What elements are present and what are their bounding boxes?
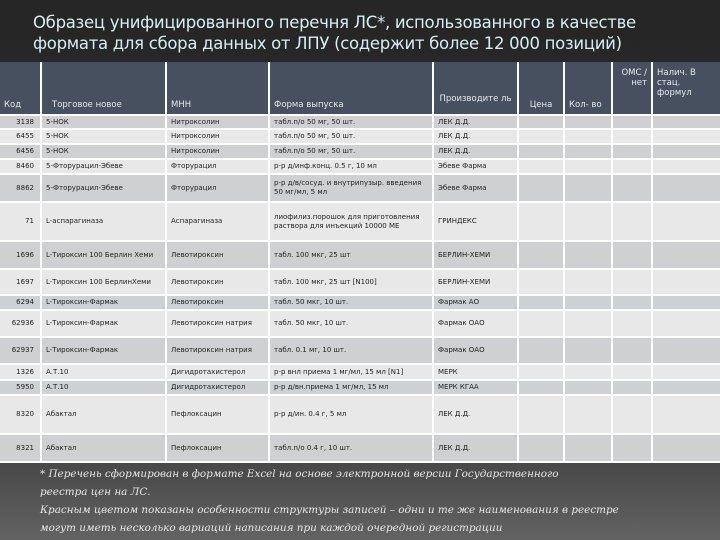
cell-code: 6456 [0, 144, 41, 159]
cell-form: р-р д/в/сосуд. и внутрипузыр. введения 50 мг/мл, 5 мл [269, 174, 433, 202]
cell-manufacturer: ЛЕК Д.Д. [433, 129, 518, 144]
cell-oms [612, 310, 652, 337]
cell-form: р-р д/ин. 0.4 г, 5 мл [269, 395, 433, 434]
cell-availability [652, 295, 720, 310]
cell-manufacturer: МЕРК КГАА [433, 380, 518, 395]
cell-trade-name: Абактал [41, 434, 166, 462]
cell-price [518, 337, 564, 364]
cell-inn: Пефлоксацин [166, 395, 269, 434]
table-row [0, 364, 720, 380]
cell-manufacturer: ЛЕК Д.Д. [433, 144, 518, 159]
cell-code: 1697 [0, 269, 41, 295]
cell-inn: Левотироксин [166, 269, 269, 295]
table-row [0, 380, 720, 395]
cell-form: р-р внл приема 1 мг/мл, 15 мл [N1] [269, 364, 433, 380]
cell-manufacturer: Эбеве Фарма [433, 174, 518, 202]
cell-inn: Левотироксин натрия [166, 337, 269, 364]
header-price: Цена [518, 62, 564, 115]
cell-manufacturer: Эбеве Фарма [433, 159, 518, 174]
cell-code: 62936 [0, 310, 41, 337]
cell-manufacturer: Фармак ОАО [433, 337, 518, 364]
cell-inn: Фторурацил [166, 159, 269, 174]
footnote-line-4: могут иметь несколько вариаций написания при каждой очередной регистрации [40, 522, 503, 534]
cell-trade-name: L-Тироксин 100 БерлинХеми [41, 269, 166, 295]
cell-oms [612, 295, 652, 310]
cell-qty [564, 434, 612, 462]
cell-inn: Левотироксин [166, 295, 269, 310]
table-row [0, 310, 720, 337]
cell-qty [564, 144, 612, 159]
cell-form: р-р д/инф.конц. 0.5 г, 10 мл [269, 159, 433, 174]
cell-inn: Фторурацил [166, 174, 269, 202]
cell-price [518, 364, 564, 380]
table-row [0, 295, 720, 310]
cell-price [518, 395, 564, 434]
footnote-line-2: реестра цен на ЛС. [40, 486, 151, 498]
header-code: Код [0, 62, 41, 115]
cell-availability [652, 337, 720, 364]
cell-code: 5950 [0, 380, 41, 395]
cell-price [518, 241, 564, 269]
cell-qty [564, 337, 612, 364]
cell-availability [652, 144, 720, 159]
cell-trade-name: 5-НОК [41, 144, 166, 159]
cell-trade-name: L-Тироксин-Фармак [41, 295, 166, 310]
title-line-1: Образец унифицированного перечня ЛС*, использованного в качестве [33, 13, 636, 32]
cell-oms [612, 159, 652, 174]
footnote-line-1: * Перечень сформирован в формате Excel на основе электронной версии Государственного [40, 468, 559, 480]
cell-inn: Нитроксолин [166, 115, 269, 129]
cell-form: табл.п/о 50 мг, 50 шт. [269, 144, 433, 159]
header-availability: Налич. В стац. формул [652, 62, 720, 115]
cell-code: 8862 [0, 174, 41, 202]
cell-code: 1696 [0, 241, 41, 269]
cell-oms [612, 174, 652, 202]
cell-inn: Пефлоксацин [166, 434, 269, 462]
cell-trade-name: Абактал [41, 395, 166, 434]
cell-qty [564, 269, 612, 295]
cell-code: 6455 [0, 129, 41, 144]
cell-form: табл.п/о 0.4 г, 10 шт. [269, 434, 433, 462]
cell-trade-name: L-Тироксин-Фармак [41, 337, 166, 364]
cell-oms [612, 202, 652, 241]
cell-oms [612, 434, 652, 462]
cell-qty [564, 380, 612, 395]
cell-code: 8321 [0, 434, 41, 462]
header-oms: ОМС / нет [612, 62, 652, 115]
cell-form: табл. 100 мкг, 25 шт [N100] [269, 269, 433, 295]
cell-inn: Левотироксин натрия [166, 310, 269, 337]
cell-availability [652, 395, 720, 434]
cell-manufacturer: ЛЕК Д.Д. [433, 115, 518, 129]
cell-form: табл. 50 мкг, 10 шт. [269, 295, 433, 310]
cell-availability [652, 310, 720, 337]
cell-oms [612, 364, 652, 380]
cell-code: 8460 [0, 159, 41, 174]
cell-form: р-р д/вн.приема 1 мг/мл, 15 мл [269, 380, 433, 395]
cell-oms [612, 380, 652, 395]
cell-qty [564, 395, 612, 434]
header-manufacturer [433, 62, 518, 115]
table-row [0, 337, 720, 364]
cell-qty [564, 295, 612, 310]
cell-form: табл. 100 мкг, 25 шт [269, 241, 433, 269]
cell-form: табл.п/о 50 мг, 50 шт. [269, 129, 433, 144]
table-row [0, 115, 720, 129]
cell-manufacturer: БЕРЛИН-ХЕМИ [433, 241, 518, 269]
cell-price [518, 202, 564, 241]
cell-trade-name: А.Т.10 [41, 380, 166, 395]
cell-price [518, 159, 564, 174]
cell-code: 62937 [0, 337, 41, 364]
cell-form: табл. 50 мкг, 10 шт. [269, 310, 433, 337]
cell-availability [652, 364, 720, 380]
cell-form: табл.п/о 50 мг, 50 шт. [269, 115, 433, 129]
header-form: Форма выпуска [269, 62, 433, 115]
cell-manufacturer: БЕРЛИН-ХЕМИ [433, 269, 518, 295]
title-line-2: формата для сбора данных от ЛПУ (содержит более 12 000 позиций) [33, 34, 622, 53]
cell-manufacturer: ГРИНДЕКС [433, 202, 518, 241]
cell-code: 3138 [0, 115, 41, 129]
cell-price [518, 144, 564, 159]
cell-price [518, 129, 564, 144]
cell-inn: Аспарагиназа [166, 202, 269, 241]
cell-qty [564, 364, 612, 380]
table-row [0, 395, 720, 434]
cell-oms [612, 115, 652, 129]
cell-oms [612, 269, 652, 295]
table-header-row [0, 62, 720, 115]
cell-availability [652, 129, 720, 144]
cell-inn: Дигидротахистерол [166, 380, 269, 395]
table-row [0, 269, 720, 295]
cell-code: 1326 [0, 364, 41, 380]
cell-manufacturer: Фармак ОАО [433, 310, 518, 337]
cell-form: лиофилиз.порошок для приготовления раствора для инъекций 10000 МЕ [269, 202, 433, 241]
table-row [0, 434, 720, 462]
cell-qty [564, 174, 612, 202]
cell-trade-name: А.Т.10 [41, 364, 166, 380]
cell-availability [652, 269, 720, 295]
header-qty: Кол- во [564, 62, 612, 115]
cell-qty [564, 159, 612, 174]
cell-trade-name: L-Тироксин 100 Берлин Хеми [41, 241, 166, 269]
table-row [0, 129, 720, 144]
cell-price [518, 380, 564, 395]
cell-inn: Дигидротахистерол [166, 364, 269, 380]
table-row [0, 159, 720, 174]
cell-code: 6294 [0, 295, 41, 310]
cell-oms [612, 144, 652, 159]
cell-qty [564, 129, 612, 144]
cell-availability [652, 159, 720, 174]
cell-trade-name: L-Тироксин-Фармак [41, 310, 166, 337]
cell-code: 71 [0, 202, 41, 241]
cell-trade-name: 5-НОК [41, 129, 166, 144]
cell-availability [652, 115, 720, 129]
cell-form: табл. 0.1 мг, 10 шт. [269, 337, 433, 364]
cell-oms [612, 241, 652, 269]
cell-price [518, 174, 564, 202]
cell-oms [612, 337, 652, 364]
cell-price [518, 115, 564, 129]
cell-trade-name: L-аспарагиназа [41, 202, 166, 241]
table-row [0, 144, 720, 159]
cell-availability [652, 380, 720, 395]
cell-oms [612, 395, 652, 434]
cell-manufacturer: Фармак АО [433, 295, 518, 310]
drug-list-table [0, 62, 720, 463]
cell-price [518, 310, 564, 337]
cell-availability [652, 434, 720, 462]
footnote [40, 465, 710, 537]
cell-code: 8320 [0, 395, 41, 434]
cell-availability [652, 174, 720, 202]
cell-price [518, 295, 564, 310]
cell-availability [652, 202, 720, 241]
cell-qty [564, 241, 612, 269]
table-row [0, 241, 720, 269]
table-row [0, 202, 720, 241]
footnote-line-3: Красным цветом показаны особенности структуры записей – одни и те же наименования в реестре [40, 504, 619, 516]
cell-qty [564, 310, 612, 337]
cell-manufacturer: МЕРК [433, 364, 518, 380]
cell-price [518, 434, 564, 462]
cell-manufacturer: ЛЕК Д.Д. [433, 395, 518, 434]
cell-inn: Нитроксолин [166, 144, 269, 159]
cell-oms [612, 129, 652, 144]
cell-inn: Нитроксолин [166, 129, 269, 144]
cell-manufacturer: ЛЕК Д.Д. [433, 434, 518, 462]
cell-trade-name: 5-НОК [41, 115, 166, 129]
cell-qty [564, 202, 612, 241]
cell-price [518, 269, 564, 295]
header-inn: МНН [166, 62, 269, 115]
cell-qty [564, 115, 612, 129]
cell-availability [652, 241, 720, 269]
cell-trade-name: 5-Фторурацил-Эбеве [41, 159, 166, 174]
cell-trade-name: 5-Фторурацил-Эбеве [41, 174, 166, 202]
cell-inn: Левотироксин [166, 241, 269, 269]
slide-title [33, 12, 713, 54]
table-row [0, 174, 720, 202]
header-manufacturer-label: Производите ль [439, 94, 512, 104]
header-trade-name: Торговое новое [41, 62, 166, 115]
